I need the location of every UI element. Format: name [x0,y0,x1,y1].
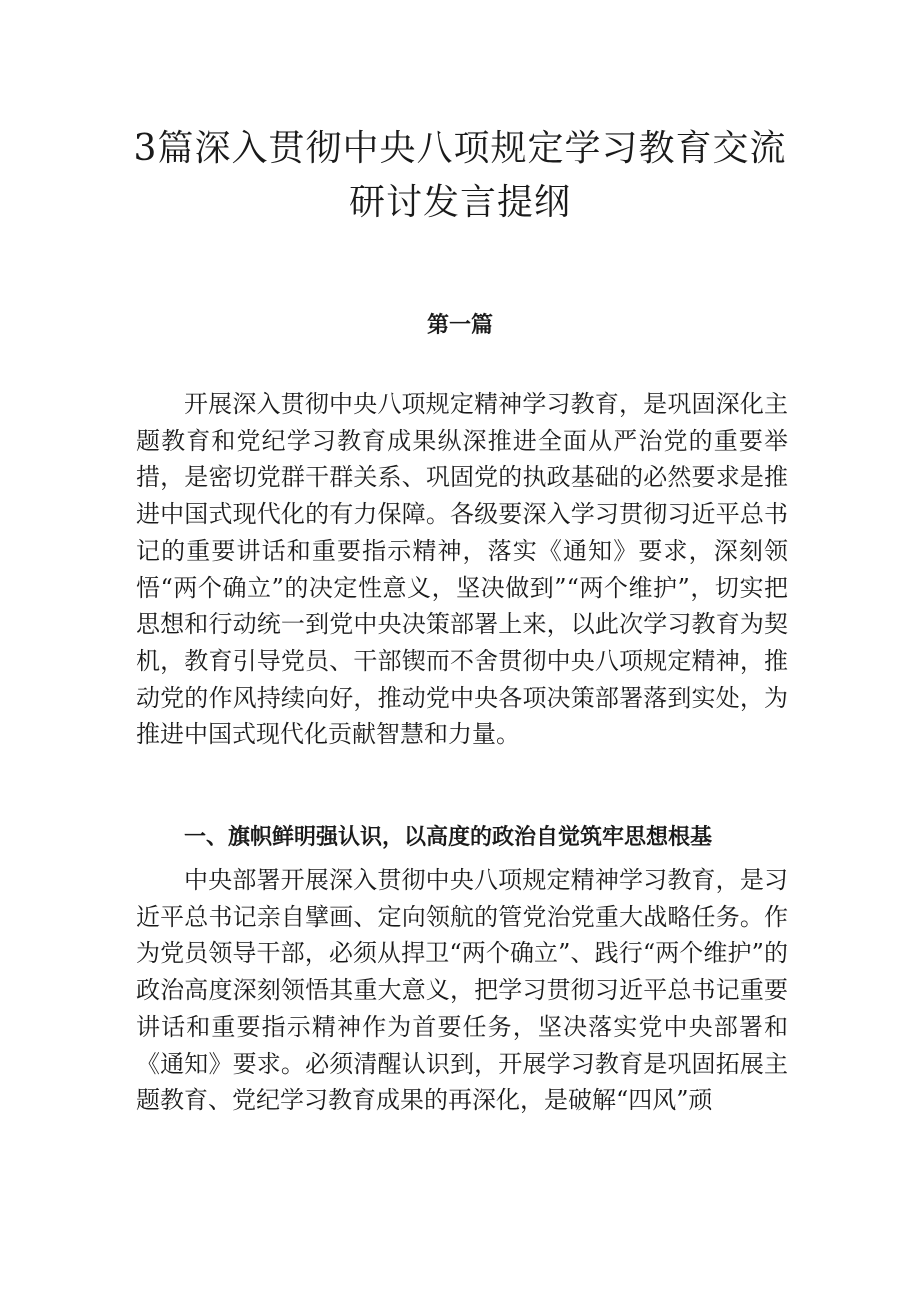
body-paragraph-2: 中央部署开展深入贯彻中央八项规定精神学习教育，是习近平总书记亲自擘画、定向领航的管党治党重大战略任务。作为党员领导干部，必须从捍卫“两个确立”、践行“两个维护”的政治高度深刻领悟其重大意义，把学习贯彻习近平总书记重要讲话和重要指示精神作为首要任务，坚决落实党中央部署和《通知》要求。必须清醒认识到，开展学习教育是巩固拓展主题教育、党纪学习教育成果的再深化，是破解“四风”顽 [136,866,788,1115]
part-heading: 第一篇 [426,313,493,338]
document-title: 3篇深入贯彻中央八项规定学习教育交流研讨发言提纲 [133,128,787,223]
body-paragraph-1: 开展深入贯彻中央八项规定精神学习教育，是巩固深化主题教育和党纪学习教育成果纵深推进全面从严治党的重要举措，是密切党群干群关系、巩固党的执政基础的必然要求是推进中国式现代化的有力保障。各级要深入学习贯彻习近平总书记的重要讲话和重要指示精神，落实《通知》要求，深刻领悟“两个确立”的决定性意义，坚决做到”“两个维护”，切实把思想和行动统一到党中央决策部署上来，以此次学习教育为契机，教育引导党员、干部锲而不舍贯彻中央八项规定精神，推动党的作风持续向好，推动党中央各项决策部署落到实处，为推进中国式现代化贡献智慧和力量。 [136,390,788,749]
section-heading-1: 一、旗帜鲜明强认识，以高度的政治自觉筑牢思想根基 [184,825,713,850]
